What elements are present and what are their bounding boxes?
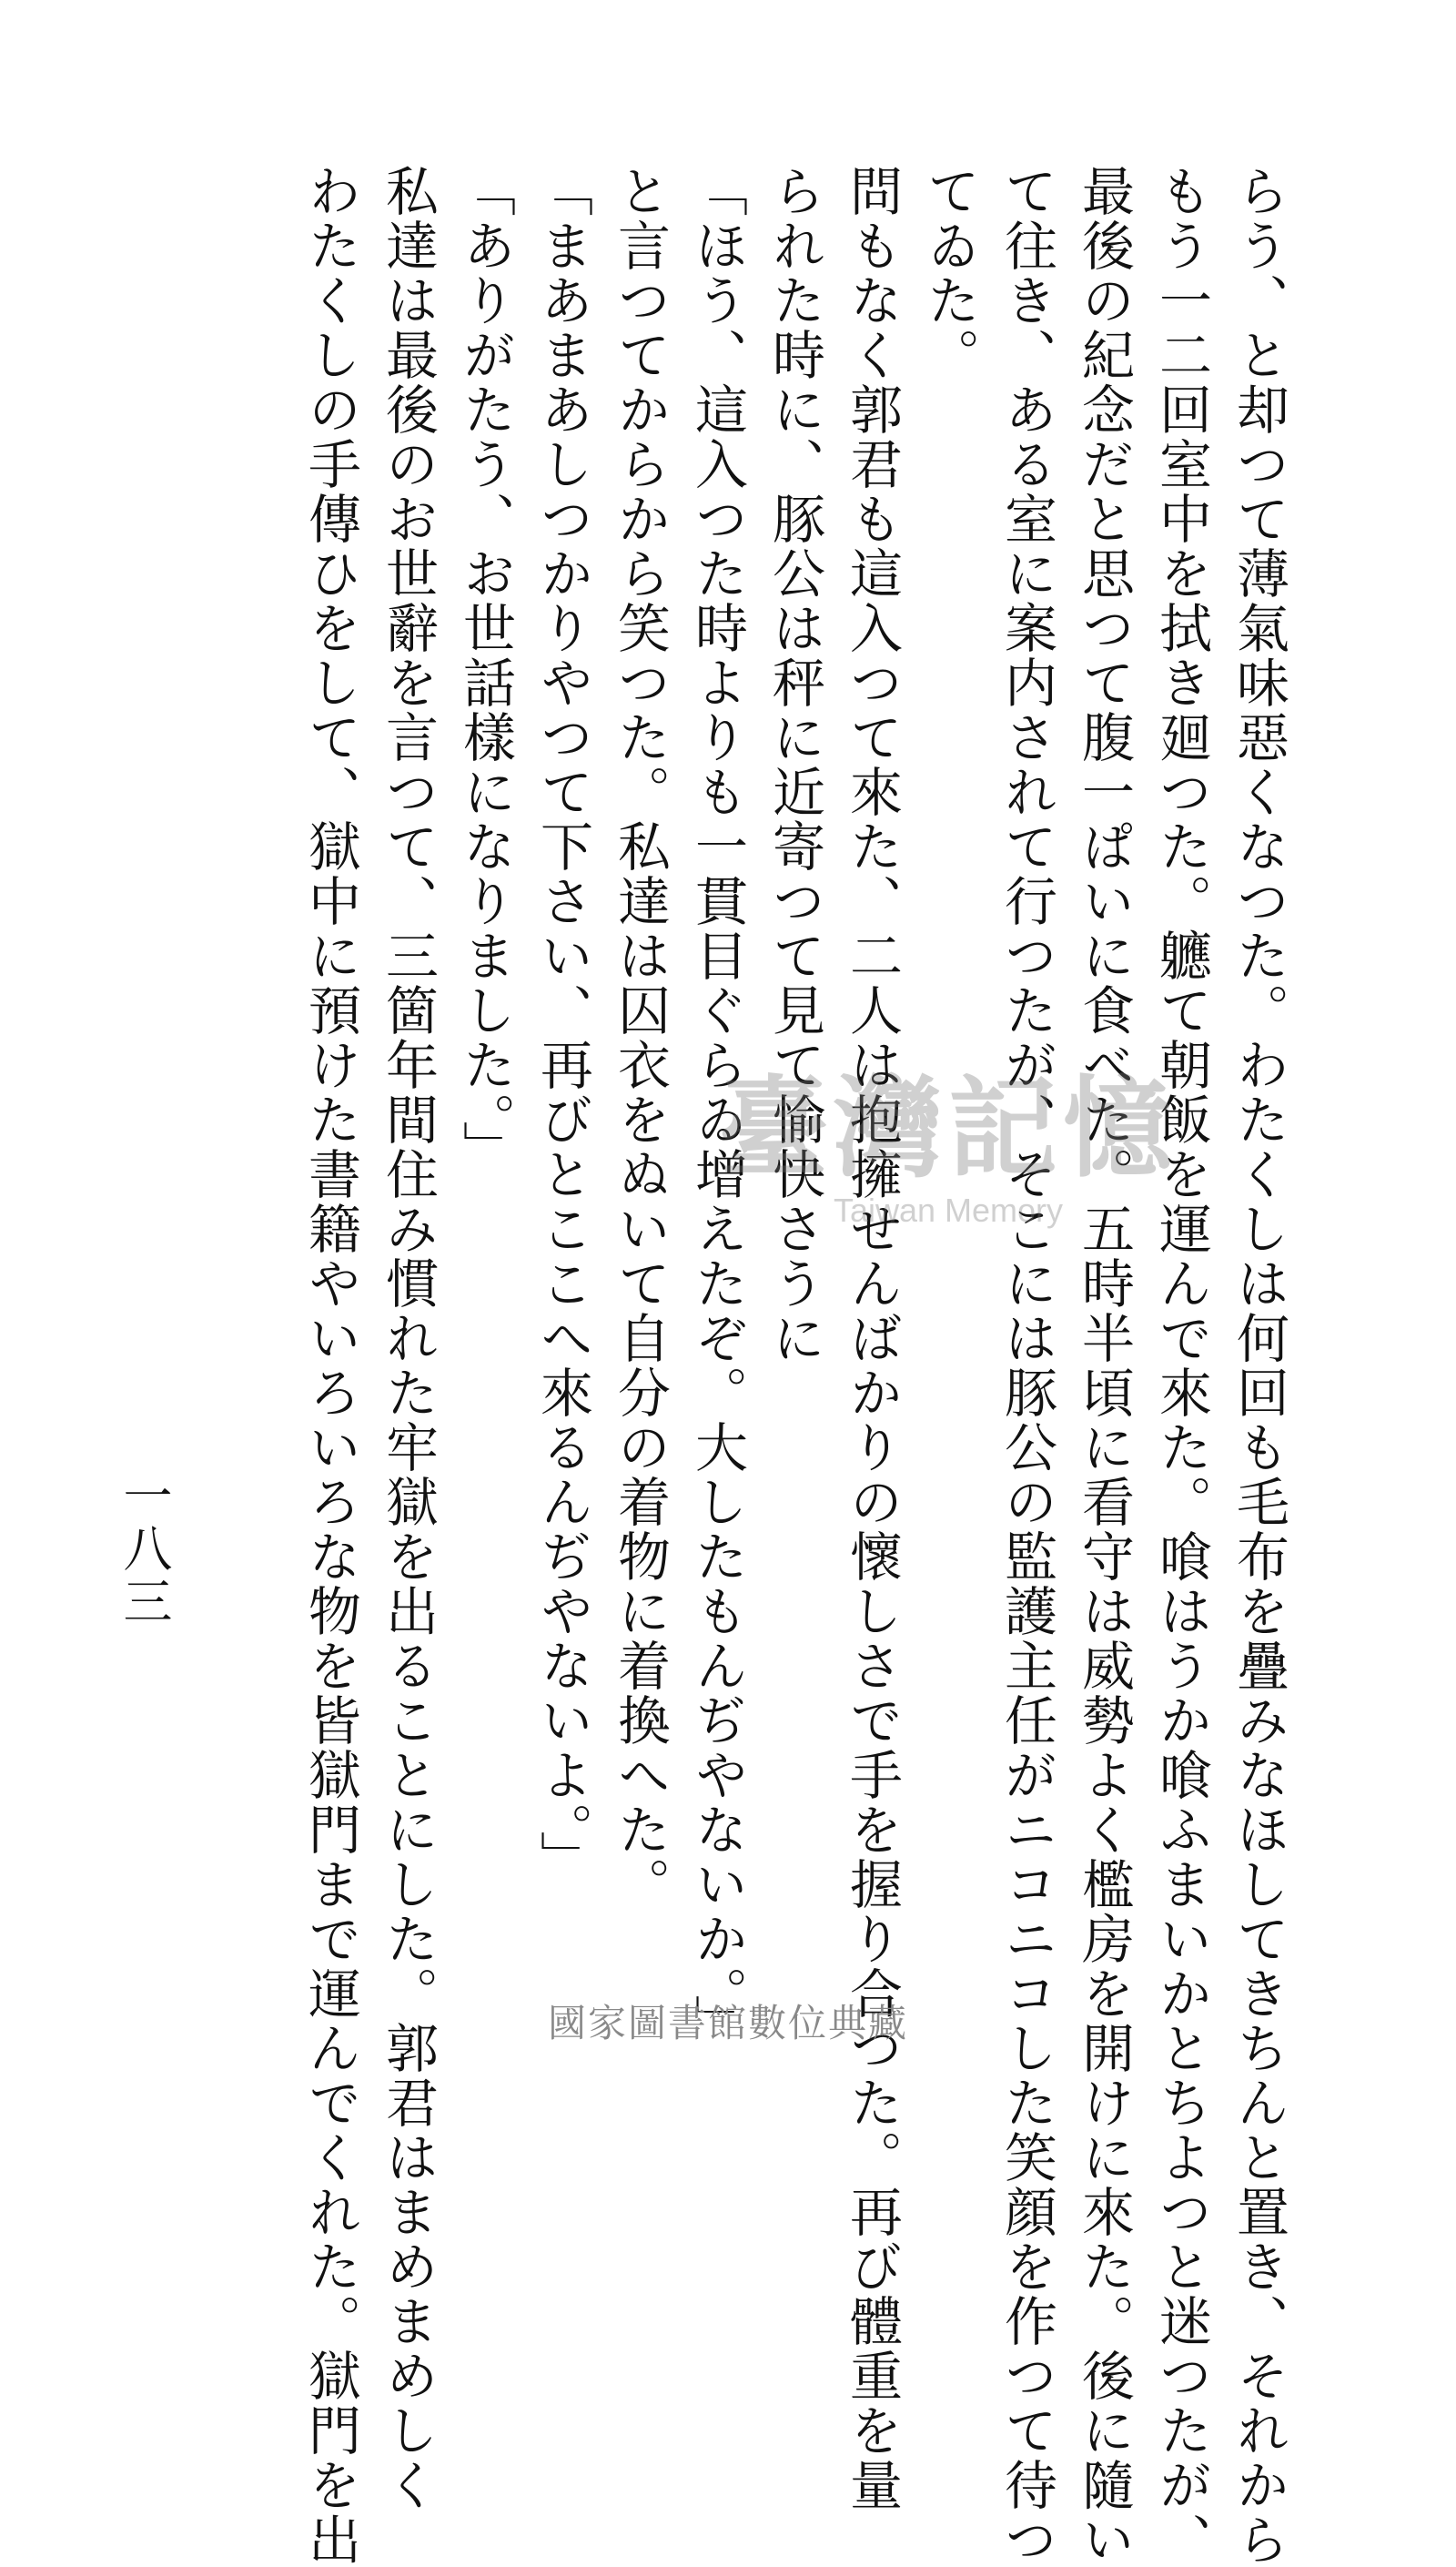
text-line: 問もなく郭君も這入つて來た、二人は抱擁せんばかりの懷しさで手を握り合つた。再び體重を量 bbox=[841, 164, 903, 2512]
text-line: 「まあまあしつかりやつて下さい、再びとここへ來るんぢやないよ。」 bbox=[531, 164, 593, 1885]
page-number: 一八三 bbox=[116, 1470, 173, 1628]
watermark-subtitle: Taiwan Memory bbox=[833, 1192, 1064, 1229]
watermark-logo-text: 臺灣記憶 bbox=[719, 1064, 1178, 1192]
text-line: 私達は最後のお世辭を言つて、三箇年間住み慣れた牢獄を出ることにした。郭君はまめまめしく bbox=[377, 164, 439, 2512]
text-line: わたくしの手傳ひをして、獄中に預けた書籍やいろいろな物を皆獄門まで運んでくれた。獄門を出 bbox=[299, 164, 361, 2567]
text-line: 「ありがたう、お世話樣になりました。」 bbox=[454, 164, 516, 1175]
text-line: もう一二回室中を拭き廻つた。軈て朝飯を運んで來た。喰はうか喰ふまいかとちよつと迷つたが、 bbox=[1150, 164, 1212, 2567]
text-line: 最後の紀念だと思つて腹一ぱいに食べた。五時半頃に看守は威勢よく檻房を開けに來た。後に隨い bbox=[1073, 164, 1135, 2567]
text-line: て往き、ある室に案内されて行つたが、そこには豚公の監護主任がニコニコした笑顔を作つて待つ bbox=[996, 164, 1057, 2567]
text-line: らう、と却つて薄氣味惡くなつた。わたくしは何回も毛布を疊みなほしてきちんと置き、それから bbox=[1228, 164, 1289, 2567]
text-line: と言つてからから笑つた。私達は囚衣をぬいて自分の着物に着換へた。 bbox=[609, 164, 671, 1912]
text-line: てゐた。 bbox=[918, 164, 980, 382]
text-line: られた時に、豚公は秤に近寄つて見て愉快さうに bbox=[763, 164, 825, 1365]
archive-footer: 國家圖書館數位典藏 bbox=[547, 2001, 908, 2045]
text-line: 「ほう、這入つた時よりも一貫目ぐらゐ增えたぞ。大したもんぢやないか。」 bbox=[686, 164, 748, 2049]
